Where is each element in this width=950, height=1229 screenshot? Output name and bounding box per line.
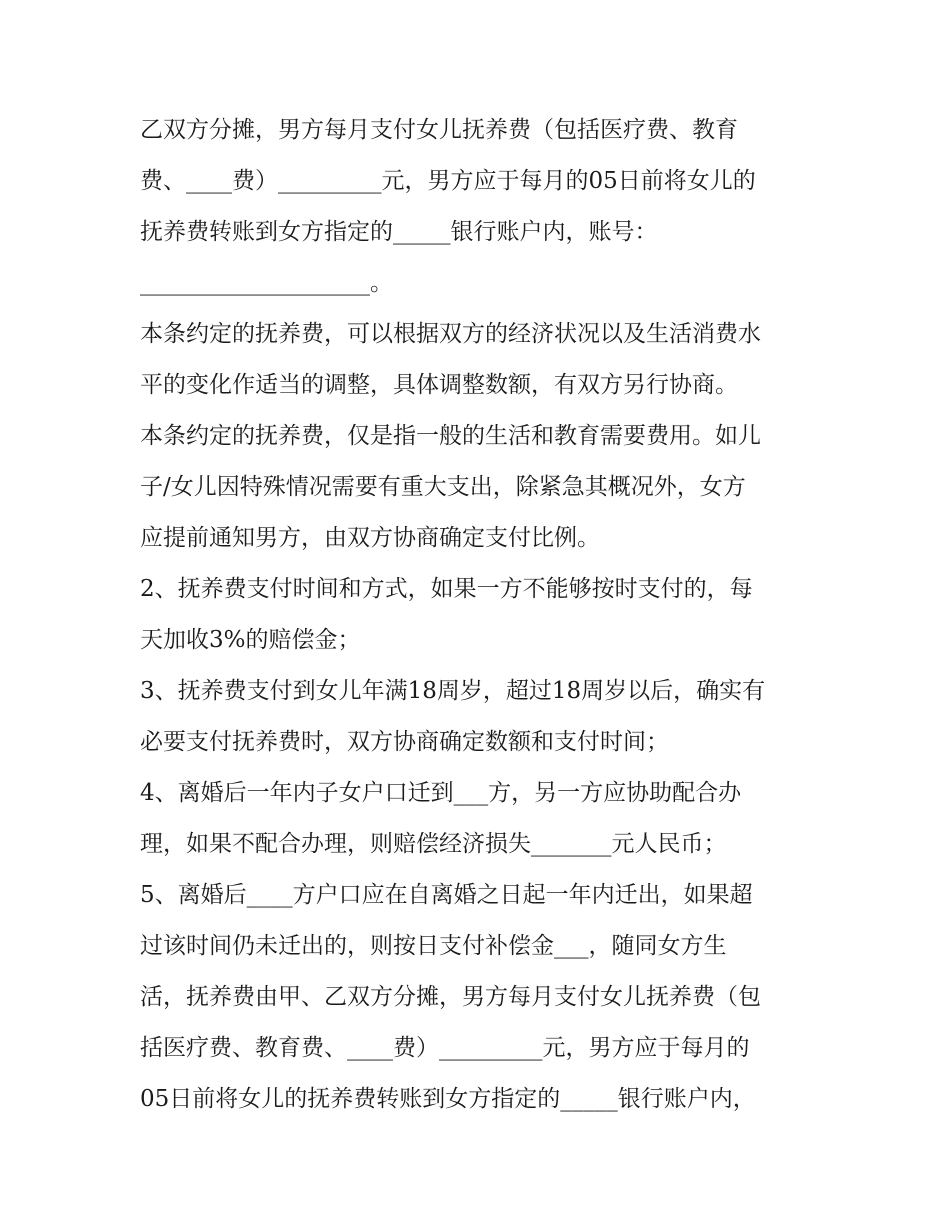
- text-line-12: 3、抚养费支付到女儿年满18周岁，超过18周岁以后，确实有: [140, 678, 766, 704]
- text-line-3: 抚养费转账到女方指定的_____银行账户内，账号：: [140, 219, 658, 245]
- text-line-11: 天加收3%的赔偿金；: [140, 627, 361, 653]
- text-line-16: 5、离婚后____方户口应在自离婚之日起一年内迁出，如果超: [140, 882, 753, 908]
- text-line-18: 活，抚养费由甲、乙双方分摊，男方每月支付女儿抚养费（包: [140, 984, 761, 1010]
- text-line-19: 括医疗费、教育费、____费）_________元，男方应于每月的: [140, 1035, 750, 1061]
- document-body: [140, 105, 820, 1125]
- text-line-1: 乙双方分摊，男方每月支付女儿抚养费（包括医疗费、教育: [140, 117, 738, 143]
- text-line-5: 本条约定的抚养费，可以根据双方的经济状况以及生活消费水: [140, 321, 761, 347]
- text-line-8: 子/女儿因特殊情况需要有重大支出，除紧急其概况外，女方: [140, 474, 746, 500]
- text-line-17: 过该时间仍未迁出的，则按日支付补偿金___，随同女方生: [140, 933, 727, 959]
- text-line-4: ____________________。: [140, 270, 393, 296]
- text-line-6: 平的变化作适当的调整，具体调整数额，有双方另行协商。: [140, 372, 738, 398]
- text-line-9: 应提前通知男方，由双方协商确定支付比例。: [140, 525, 600, 551]
- text-line-13: 必要支付抚养费时，双方协商确定数额和支付时间；: [140, 729, 669, 755]
- text-line-15: 理，如果不配合办理，则赔偿经济损失_______元人民币；: [140, 831, 727, 857]
- text-line-14: 4、离婚后一年内子女户口迁到___方，另一方应协助配合办: [140, 780, 742, 806]
- text-line-10: 2、抚养费支付时间和方式，如果一方不能够按时支付的，每: [140, 576, 753, 602]
- text-line-2: 费、____费）_________元，男方应于每月的05日前将女儿的: [140, 168, 756, 194]
- text-line-7: 本条约定的抚养费，仅是指一般的生活和教育需要费用。如儿: [140, 423, 761, 449]
- text-line-20: 05日前将女儿的抚养费转账到女方指定的_____银行账户内，: [140, 1086, 756, 1112]
